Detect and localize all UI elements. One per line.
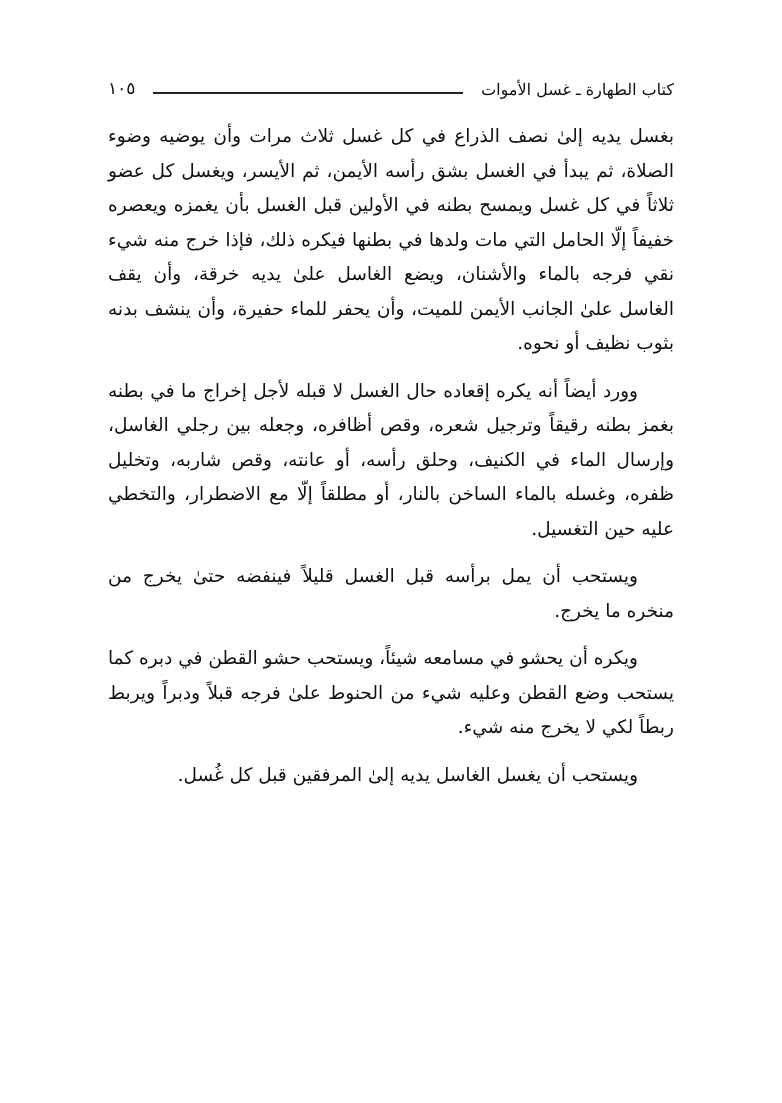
paragraph: ويستحب أن يغسل الغاسل يديه إلىٰ المرفقين قبل كل غُسل. bbox=[177, 764, 638, 786]
header-rule bbox=[153, 92, 463, 94]
paragraph: ويكره أن يحشو في مسامعه شيئاً، ويستحب حشو القطن في دبره كما يستحب وضع القطن وعليه شيء من الحنوط علىٰ فرجه قبلاً ودبراً ويربط ربطاً لكي لا يخرج منه شيء. bbox=[108, 648, 674, 738]
paragraph: بغسل يديه إلىٰ نصف الذراع في كل غسل ثلاث مرات وأن يوضيه وضوء الصلاة، ثم يبدأ في الغسل بشق رأسه الأيمن، ثم الأيسر، ويغسل كل عضو ثلاثاً في كل غسل ويمسح بطنه في الأولين قبل الغسل بأن يغمزه ويعصره خفيفاً إلّا الحامل التي مات ولدها في بطنها فيكره ذلك، فإذا خرج منه شيء نقي فرجه بالماء والأشنان، ويضع الغاسل علىٰ يديه خرقة، وأن يقف الغاسل علىٰ الجانب الأيمن للميت، وأن يحفر للماء حفيرة، وأن ينشف بدنه بثوب نظيف أو نحوه. bbox=[108, 126, 674, 354]
running-header bbox=[108, 74, 674, 104]
body-text bbox=[108, 120, 674, 806]
page-number: ١٠٥ bbox=[108, 79, 136, 99]
paragraph: وورد أيضاً أنه يكره إقعاده حال الغسل لا قبله لأجل إخراج ما في بطنه بغمز بطنه رقيقاً وترجيل شعره، وقص أظافره، وجعله بين رجلي الغاسل، وإرسال الماء في الكنيف، وحلق رأسه، أو عانته، وقص شاربه، وتخليل ظفره، وغسله بالماء الساخن بالنار، أو مطلقاً إلّا مع الاضطرار، والتخطي عليه حين التغسيل. bbox=[108, 380, 674, 540]
running-title: كتاب الطهارة ـ غسل الأموات bbox=[481, 79, 674, 99]
paragraph: ويستحب أن يمل برأسه قبل الغسل قليلاً فينفضه حتىٰ يخرج من منخره ما يخرج. bbox=[108, 566, 674, 622]
